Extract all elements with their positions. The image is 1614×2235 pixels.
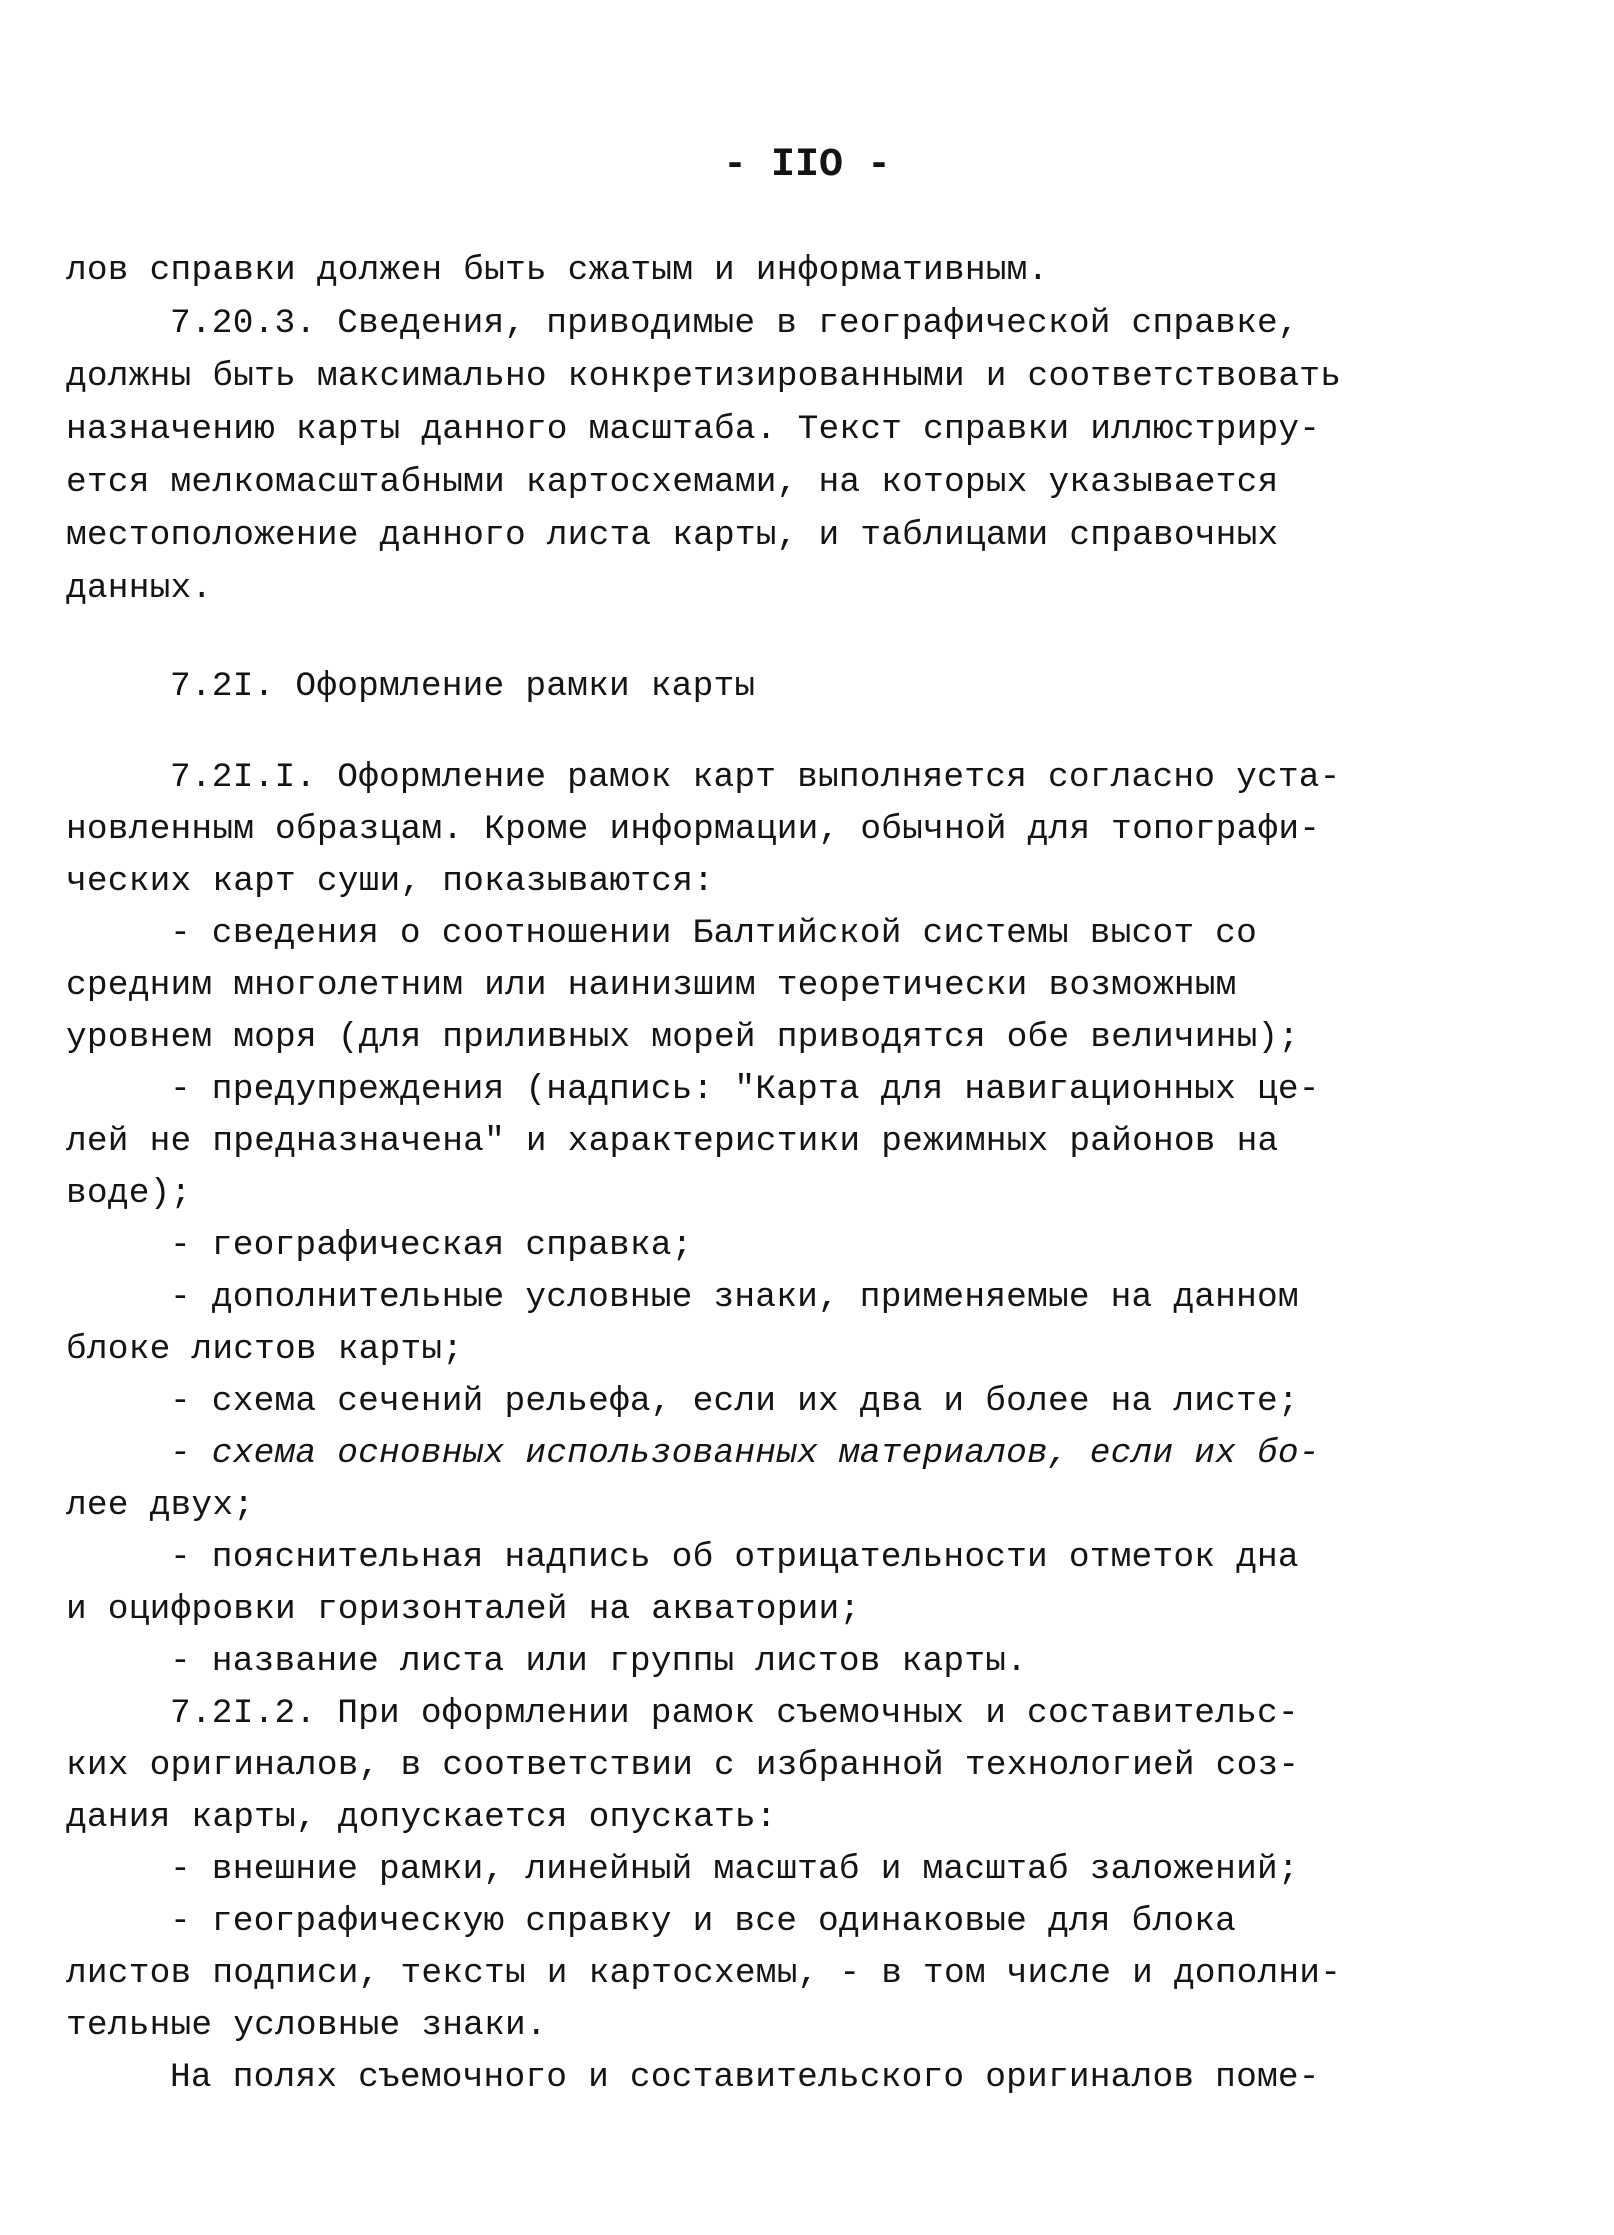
section-heading: 7.2I. Оформление рамки карты bbox=[170, 667, 756, 706]
list-item-line: - предупреждения (надпись: "Карта для навигационных це- bbox=[170, 1070, 1320, 1109]
text-line: данных. bbox=[66, 569, 213, 608]
text-line: лей не предназначена" и характеристики режимных районов на bbox=[66, 1122, 1279, 1161]
list-item-line: - географическая справка; bbox=[170, 1226, 693, 1265]
text-line: назначению карты данного масштаба. Текст справки иллюстриру- bbox=[66, 410, 1321, 449]
text-line: местоположение данного листа карты, и таблицами справочных bbox=[66, 516, 1279, 555]
page-number: - IIO - bbox=[722, 143, 892, 188]
list-item-line: - схема сечений рельефа, если их два и более на листе; bbox=[170, 1382, 1299, 1421]
list-item-line: - внешние рамки, линейный масштаб и масштаб заложений; bbox=[170, 1850, 1299, 1889]
text-line: лее двух; bbox=[66, 1486, 255, 1525]
text-line: 7.2I.2. При оформлении рамок съемочных и составительс- bbox=[170, 1694, 1299, 1733]
text-line: новленным образцам. Кроме информации, обычной для топографи- bbox=[66, 810, 1321, 849]
text-line: 7.2I.I. Оформление рамок карт выполняется согласно уста- bbox=[170, 758, 1341, 797]
text-line: лов справки должен быть сжатым и информативным. bbox=[66, 251, 1049, 290]
text-line: должны быть максимально конкретизированными и соответствовать bbox=[66, 357, 1342, 396]
text-line: На полях съемочного и составительского оригиналов поме- bbox=[170, 2058, 1320, 2097]
list-item-line: - название листа или группы листов карты. bbox=[170, 1642, 1028, 1681]
text-line: воде); bbox=[66, 1174, 192, 1213]
list-item-line: - схема основных использованных материалов, если их бо- bbox=[170, 1434, 1320, 1473]
text-line: дания карты, допускается опускать: bbox=[66, 1798, 777, 1837]
text-line: листов подписи, тексты и картосхемы, - в том числе и дополни- bbox=[66, 1954, 1342, 1993]
text-line: уровнем моря (для приливных морей приводятся обе величины); bbox=[66, 1018, 1300, 1057]
list-item-line: - географическую справку и все одинаковые для блока bbox=[170, 1902, 1237, 1941]
list-item-line: - сведения о соотношении Балтийской системы высот со bbox=[170, 914, 1257, 953]
text-line: тельные условные знаки. bbox=[66, 2006, 547, 2045]
text-line: средним многолетним или наинизшим теоретически возможным bbox=[66, 966, 1237, 1005]
text-line: ких оригиналов, в соответствии с избранной технологией соз- bbox=[66, 1746, 1300, 1785]
text-line: блоке листов карты; bbox=[66, 1330, 464, 1369]
text-line: 7.20.3. Сведения, приводимые в географической справке, bbox=[170, 304, 1299, 343]
text-line: ческих карт суши, показываются: bbox=[66, 862, 715, 901]
list-item-line: - пояснительная надпись об отрицательности отметок дна bbox=[170, 1538, 1299, 1577]
list-item-line: - дополнительные условные знаки, применяемые на данном bbox=[170, 1278, 1299, 1317]
text-line: ется мелкомасштабными картосхемами, на которых указывается bbox=[66, 463, 1279, 502]
text-line: и оцифровки горизонталей на акватории; bbox=[66, 1590, 861, 1629]
